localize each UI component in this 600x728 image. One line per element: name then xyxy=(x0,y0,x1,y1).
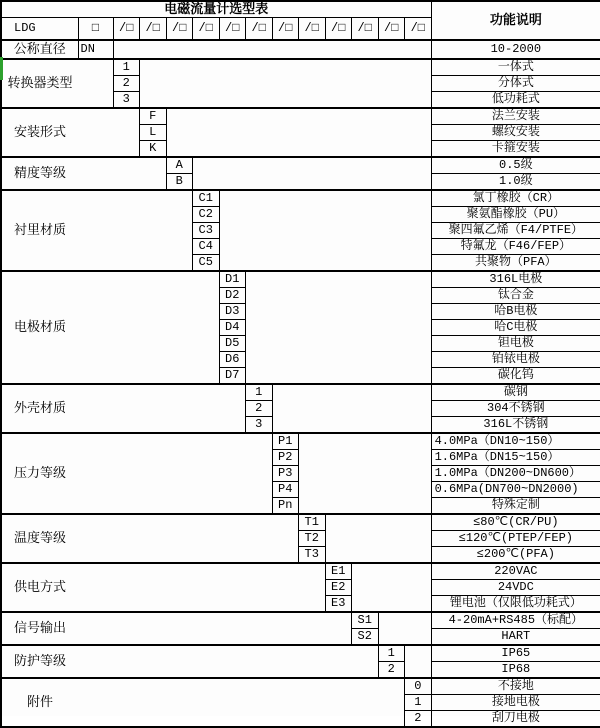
code-cell: D6 xyxy=(219,351,246,367)
function-cell: 碳钢 xyxy=(431,384,600,401)
code-cell: D3 xyxy=(219,303,246,319)
blank-cell xyxy=(193,157,432,190)
group-label-protection-rating: 防护等级 xyxy=(1,645,78,678)
function-cell: 4.0MPa（DN10~150） xyxy=(431,433,600,450)
model-slot-box: /□ xyxy=(325,18,352,40)
function-cell: 聚四氟乙烯（F4/PTFE） xyxy=(431,222,600,238)
function-cell: 刮刀电极 xyxy=(431,710,600,727)
code-cell: P4 xyxy=(272,481,299,497)
code-cell: C3 xyxy=(193,222,220,238)
function-cell: 24VDC xyxy=(431,579,600,595)
function-cell: 钽电极 xyxy=(431,335,600,351)
function-cell: 316L不锈钢 xyxy=(431,416,600,433)
code-cell: E3 xyxy=(325,595,352,612)
function-cell: 法兰安装 xyxy=(431,108,600,125)
model-slot-box: /□ xyxy=(352,18,379,40)
function-column-header: 功能说明 xyxy=(431,1,600,40)
function-cell: 铂铱电极 xyxy=(431,351,600,367)
function-cell: 特殊定制 xyxy=(431,497,600,514)
group-label-signal-output: 信号输出 xyxy=(1,612,78,645)
function-cell: 1.6MPa（DN15~150） xyxy=(431,449,600,465)
code-cell: T1 xyxy=(299,514,326,531)
group-label-nominal-diameter: 公称直径 xyxy=(1,40,78,59)
blank-cell xyxy=(113,40,431,59)
code-cell: C4 xyxy=(193,238,220,254)
code-cell: C2 xyxy=(193,206,220,222)
group-label-power-supply: 供电方式 xyxy=(1,563,78,612)
blank-cell xyxy=(299,433,432,514)
model-slot-box: /□ xyxy=(378,18,405,40)
blank-cell xyxy=(325,514,431,563)
group-label-converter-type: 转换器类型 xyxy=(1,59,78,108)
group-label-liner-material: 衬里材质 xyxy=(1,190,78,271)
code-cell: A xyxy=(166,157,193,174)
code-cell: T2 xyxy=(299,530,326,546)
model-slot-box: /□ xyxy=(299,18,326,40)
code-cell: D7 xyxy=(219,367,246,384)
blank-cell xyxy=(78,108,140,157)
code-cell: B xyxy=(166,173,193,190)
function-cell: 10-2000 xyxy=(431,40,600,59)
code-cell: 0 xyxy=(405,678,432,695)
function-cell: 0.5级 xyxy=(431,157,600,174)
blank-cell xyxy=(78,157,166,190)
code-cell: E2 xyxy=(325,579,352,595)
group-label-accessories: 附件 xyxy=(1,678,78,727)
code-cell: 1 xyxy=(378,645,405,662)
function-cell: 4-20mA+RS485（标配） xyxy=(431,612,600,629)
function-cell: 316L电极 xyxy=(431,271,600,288)
blank-cell xyxy=(219,190,431,271)
function-cell: 220VAC xyxy=(431,563,600,580)
model-slot-box: /□ xyxy=(246,18,273,40)
model-slot-box: /□ xyxy=(193,18,220,40)
function-cell: 0.6MPa(DN700~DN2000) xyxy=(431,481,600,497)
function-cell: IP65 xyxy=(431,645,600,662)
code-cell: L xyxy=(140,124,167,140)
function-cell: 特氟龙（F46/FEP） xyxy=(431,238,600,254)
function-cell: 聚氨酯橡胶（PU） xyxy=(431,206,600,222)
function-cell: 低功耗式 xyxy=(431,91,600,108)
green-edge-mark xyxy=(0,57,3,80)
blank-cell xyxy=(78,612,352,645)
function-cell: ≤120℃(PTEP/FEP) xyxy=(431,530,600,546)
blank-cell xyxy=(166,108,431,157)
group-label-electrode-material: 电极材质 xyxy=(1,271,78,384)
blank-cell xyxy=(78,563,325,612)
blank-cell xyxy=(272,384,431,433)
blank-cell xyxy=(405,645,432,678)
blank-cell xyxy=(78,384,246,433)
blank-cell xyxy=(78,678,405,727)
code-cell: DN xyxy=(78,40,113,59)
code-cell: 2 xyxy=(378,661,405,678)
model-prefix: LDG xyxy=(1,18,78,40)
blank-cell xyxy=(140,59,432,108)
model-slot-box: /□ xyxy=(219,18,246,40)
blank-cell xyxy=(378,612,431,645)
function-cell: 锂电池（仅限低功耗式） xyxy=(431,595,600,612)
function-cell: ≤80℃(CR/PU) xyxy=(431,514,600,531)
group-label-housing-material: 外壳材质 xyxy=(1,384,78,433)
blank-cell xyxy=(78,514,299,563)
code-cell: T3 xyxy=(299,546,326,563)
function-cell: 接地电极 xyxy=(431,694,600,710)
function-cell: 不接地 xyxy=(431,678,600,695)
code-cell: 3 xyxy=(246,416,273,433)
blank-cell xyxy=(78,59,113,108)
model-slot-box: /□ xyxy=(113,18,140,40)
function-cell: 螺纹安装 xyxy=(431,124,600,140)
function-cell: 钛合金 xyxy=(431,287,600,303)
code-cell: P2 xyxy=(272,449,299,465)
group-label-temperature-rating: 温度等级 xyxy=(1,514,78,563)
code-cell: D1 xyxy=(219,271,246,288)
code-cell: 2 xyxy=(405,710,432,727)
code-cell: Pn xyxy=(272,497,299,514)
function-cell: 304不锈钢 xyxy=(431,400,600,416)
group-label-installation: 安装形式 xyxy=(1,108,78,157)
function-cell: 分体式 xyxy=(431,75,600,91)
model-slot-box: /□ xyxy=(140,18,167,40)
function-cell: 氯丁橡胶（CR） xyxy=(431,190,600,207)
code-cell: 1 xyxy=(113,59,140,76)
blank-cell xyxy=(78,433,272,514)
code-cell: 2 xyxy=(246,400,273,416)
code-cell: P3 xyxy=(272,465,299,481)
blank-cell xyxy=(78,271,219,384)
function-cell: 哈C电极 xyxy=(431,319,600,335)
code-cell: 2 xyxy=(113,75,140,91)
function-cell: 1.0级 xyxy=(431,173,600,190)
code-cell: S1 xyxy=(352,612,379,629)
function-cell: 共聚物（PFA） xyxy=(431,254,600,271)
code-cell: E1 xyxy=(325,563,352,580)
model-slot-box: /□ xyxy=(166,18,193,40)
blank-cell xyxy=(78,190,193,271)
model-first-box: □ xyxy=(78,18,113,40)
function-cell: 1.0MPa（DN200~DN600） xyxy=(431,465,600,481)
code-cell: 1 xyxy=(405,694,432,710)
function-cell: 卡箍安装 xyxy=(431,140,600,157)
blank-cell xyxy=(246,271,432,384)
function-cell: 哈B电极 xyxy=(431,303,600,319)
function-cell: 一体式 xyxy=(431,59,600,76)
code-cell: F xyxy=(140,108,167,125)
function-cell: 碳化钨 xyxy=(431,367,600,384)
group-label-pressure-rating: 压力等级 xyxy=(1,433,78,514)
model-slot-box: /□ xyxy=(272,18,299,40)
code-cell: D5 xyxy=(219,335,246,351)
code-cell: S2 xyxy=(352,628,379,645)
code-cell: D4 xyxy=(219,319,246,335)
code-cell: K xyxy=(140,140,167,157)
code-cell: 1 xyxy=(246,384,273,401)
function-cell: HART xyxy=(431,628,600,645)
group-label-accuracy: 精度等级 xyxy=(1,157,78,190)
function-cell: IP68 xyxy=(431,661,600,678)
code-cell: C5 xyxy=(193,254,220,271)
function-cell: ≤200℃(PFA) xyxy=(431,546,600,563)
code-cell: D2 xyxy=(219,287,246,303)
table-title: 电磁流量计选型表 xyxy=(1,1,431,18)
code-cell: P1 xyxy=(272,433,299,450)
code-cell: 3 xyxy=(113,91,140,108)
blank-cell xyxy=(352,563,432,612)
model-slot-box: /□ xyxy=(405,18,432,40)
blank-cell xyxy=(78,645,378,678)
code-cell: C1 xyxy=(193,190,220,207)
